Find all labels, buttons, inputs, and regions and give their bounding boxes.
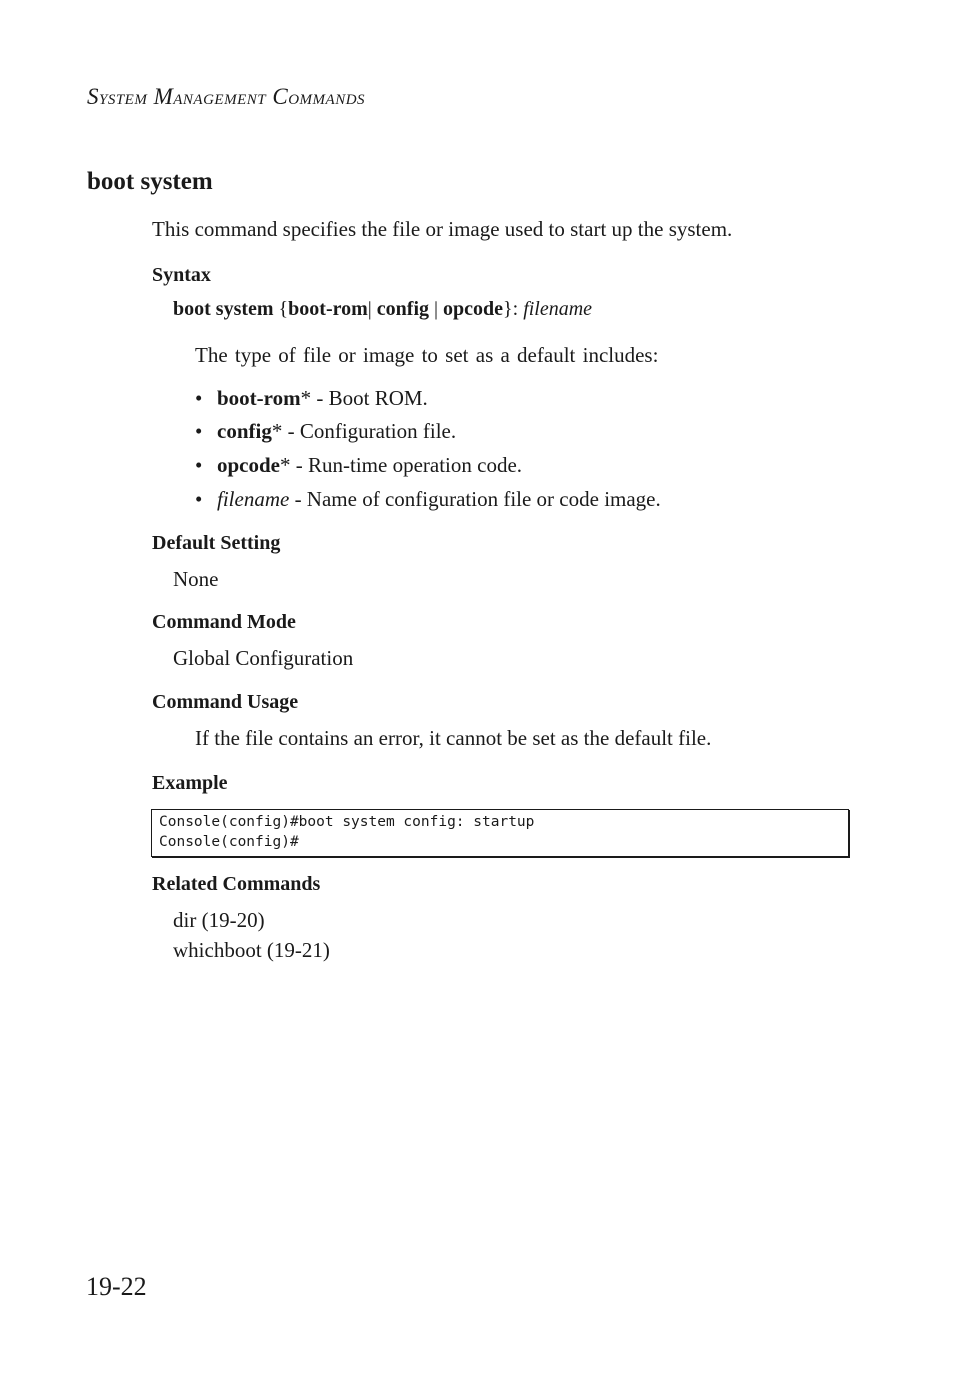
command-mode-value: Global Configuration [173,646,354,670]
default-setting-heading: Default Setting [152,532,281,554]
list-item: • config* - Configuration file. [195,419,457,443]
default-setting-value: None [173,567,219,591]
code-line: Console(config)# [159,834,299,850]
list-item: • filename - Name of configuration file or code image. [195,487,661,511]
related-command-link[interactable]: dir (19-20) [173,908,265,932]
command-description: This command specifies the file or image used to start up the system. [152,217,733,241]
list-item: • opcode* - Run-time operation code. [195,453,523,477]
syntax-param: filename [523,298,593,320]
syntax-line: boot system {boot-rom| config | opcode}: filename [173,298,593,320]
page-number: 19-22 [86,1272,147,1301]
related-command-link[interactable]: whichboot (19-21) [173,938,330,962]
command-mode-heading: Command Mode [152,611,296,633]
list-item: • boot-rom* - Boot ROM. [195,386,428,410]
command-title: boot system [87,168,213,195]
code-line: Console(config)#boot system config: startup [159,814,535,830]
syntax-heading: Syntax [152,264,211,286]
example-heading: Example [152,772,228,794]
syntax-intro: The type of file or image to set as a default includes: [195,343,659,367]
related-commands-heading: Related Commands [152,873,321,895]
command-usage-heading: Command Usage [152,691,299,713]
command-usage-text: If the file contains an error, it cannot be set as the default file. [195,726,712,750]
syntax-command: boot system [173,298,274,320]
running-head: SYSTEM MANAGEMENT COMMANDS [87,84,366,109]
example-code-box [151,809,849,857]
